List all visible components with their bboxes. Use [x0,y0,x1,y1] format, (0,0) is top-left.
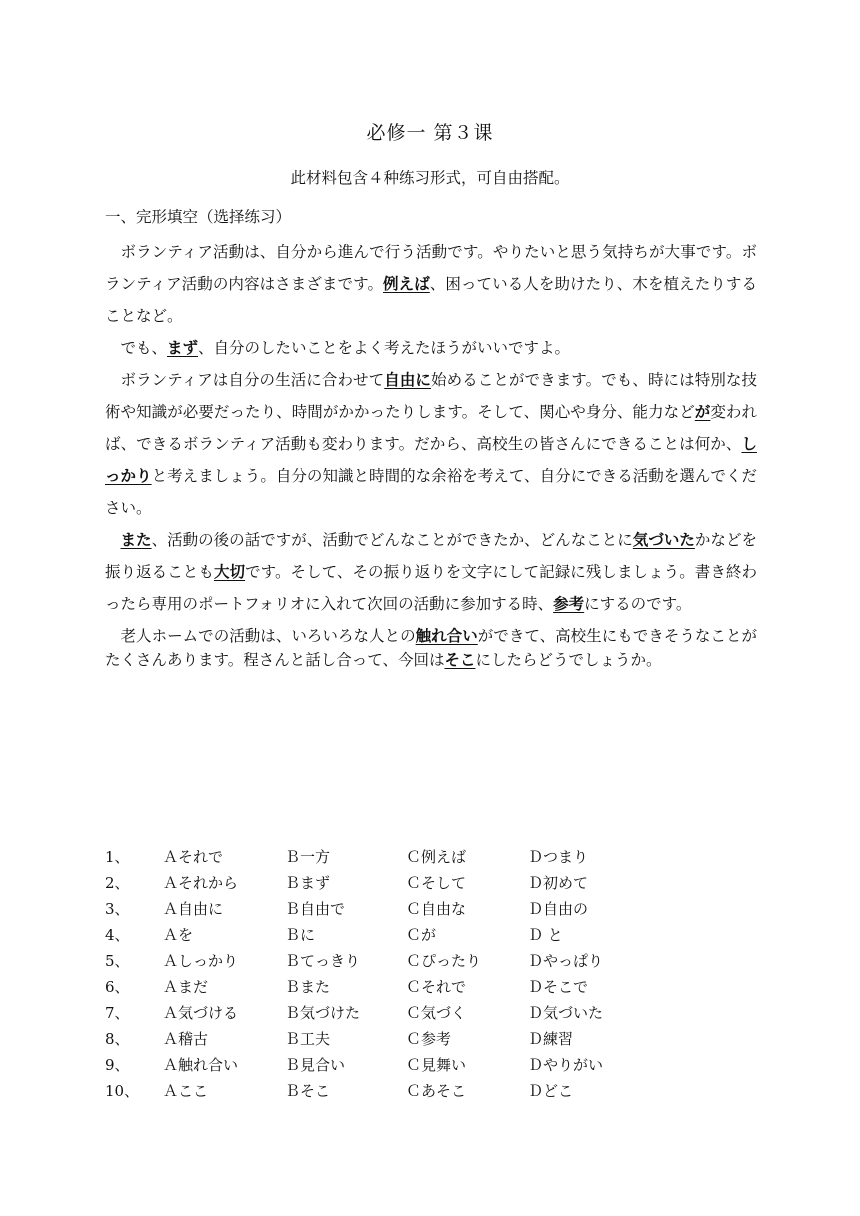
option-a: Ａまだ [163,978,209,996]
blank-10: そこ [444,650,476,669]
option-a: Ａ稽古 [163,1030,209,1048]
blank-5: しっかり [105,434,757,485]
passage-text: です。そして、その振り返りを文字にして記録に残しましょう。書き終わったら専用のポートフォリオに入れて次回の活動に参加する時、 [105,563,757,613]
option-b: Ｂ自由で [285,900,346,918]
passage-text: 、活動の後の話ですが、活動でどんなことができたか、どんなことに [151,531,633,549]
option-c: Ｃ見舞い [406,1056,467,1074]
option-b: Ｂてっきり [285,952,361,970]
passage-paragraph-2 [105,332,757,364]
option-d: Ｄやりがい [528,1056,604,1074]
option-d: Ｄどこ [528,1082,574,1100]
option-a: Ａ触れ合い [163,1056,239,1074]
option-b: Ｂ見合い [285,1056,346,1074]
option-row [105,1002,665,1028]
option-row [105,872,665,898]
passage-paragraph-5 [105,624,757,672]
option-c: Ｃそれで [406,978,467,996]
option-row [105,898,665,924]
question-number: 6、 [105,978,130,996]
option-d: Ｄそこで [528,978,589,996]
passage-text: ボランティアは自分の生活に合わせて [120,371,385,389]
option-a: Ａここ [163,1082,209,1100]
option-c: Ｃあそこ [406,1082,467,1100]
question-number: 9、 [105,1056,130,1074]
option-a: Ａそれから [163,874,239,892]
passage-text: ボランティア活動は、自分から進んで行う活動です。やりたいと思う気持ちが大事です。ボランティア活動の内容はさまざまです。 [105,243,757,293]
passage-text: ができて、高校生にもできそうなことがたくさんあります。程さんと話し合って、今回は [105,627,757,669]
blank-8-extra: 大切 [213,562,246,581]
question-number: 2、 [105,874,130,892]
passage-text: 、困っている人を助けたり、木を植えたりすることなど。 [105,275,757,325]
passage-paragraph-3 [105,364,757,524]
option-c: Ｃ自由な [406,900,467,918]
option-b: Ｂ工夫 [285,1030,331,1048]
option-c: Ｃ例えば [406,848,467,866]
blank-8: 参考 [553,594,585,613]
document-subtitle: 此材料包含４种练习形式，可自由搭配。 [290,169,570,187]
passage-text: 、自分のしたいことをよく考えたほうがいいですよ。 [198,339,571,357]
option-b: Ｂ一方 [285,848,331,866]
passage-text: 老人ホームでの活動は、いろいろな人との [120,627,416,645]
blank-7: 気づいた [632,530,695,549]
blank-9: 触れ合い [415,626,478,645]
question-number: 4、 [105,926,130,944]
option-d: Ｄ初めて [528,874,589,892]
passage-paragraph-1 [105,236,757,332]
option-c: Ｃぴったり [406,952,482,970]
passage-text: 始めることができます。でも、時には特別な技術や知識が必要だったり、時間がかかったりします。そして、関心や身分、能力など [105,371,757,421]
blank-3: 自由に [384,370,431,389]
option-row [105,976,665,1002]
option-d: Ｄつまり [528,848,589,866]
option-b: Ｂそこ [285,1082,331,1100]
option-d: Ｄ自由の [528,900,589,918]
option-a: Ａを [163,926,194,944]
blank-2: まず [167,338,199,357]
question-number: 10、 [105,1082,140,1100]
option-a: Ａ気づける [163,1004,239,1022]
answer-options [105,846,665,1106]
option-d: Ｄやっぱり [528,952,604,970]
question-number: 3、 [105,900,130,918]
option-row [105,1028,665,1054]
option-d: Ｄ練習 [528,1030,574,1048]
option-c: Ｃ参考 [406,1030,452,1048]
option-c: Ｃが [406,926,437,944]
cloze-passage [105,236,757,672]
question-number: 7、 [105,1004,130,1022]
option-b: Ｂに [285,926,316,944]
option-d: Ｄ気づいた [528,1004,604,1022]
option-b: Ｂまず [285,874,331,892]
option-a: Ａ自由に [163,900,224,918]
option-b: Ｂ気づけた [285,1004,361,1022]
option-a: Ａしっかり [163,952,239,970]
blank-4: が [694,402,711,421]
passage-text: にするのです。 [584,595,692,613]
option-row [105,1080,665,1106]
passage-text: と考えましょう。自分の知識と時間的な余裕を考えて、自分にできる活動を選んでください。 [105,467,757,517]
passage-text: かなどを振り返ることも [105,531,757,581]
option-row [105,846,665,872]
option-row [105,924,665,950]
option-a: Ａそれで [163,848,224,866]
document-title: 必修一 第３课 [366,122,494,144]
option-b: Ｂまた [285,978,331,996]
option-c: Ｃ気づく [406,1004,467,1022]
section-heading: 一、完形填空（选择练习） [105,208,292,226]
blank-6: また [120,530,152,549]
passage-text: にしたらどうでしょうか。 [475,651,662,669]
option-c: Ｃそして [406,874,467,892]
question-number: 1、 [105,848,130,866]
passage-text: でも、 [120,339,168,357]
blank-1: 例えば [383,274,430,293]
option-row [105,1054,665,1080]
option-d: Ｄ と [528,926,563,944]
passage-text: 変われば、できるボランティア活動も変わります。だから、高校生の皆さんにできることは何か、 [105,403,757,453]
option-row [105,950,665,976]
question-number: 5、 [105,952,130,970]
passage-paragraph-4 [105,524,757,620]
question-number: 8、 [105,1030,130,1048]
